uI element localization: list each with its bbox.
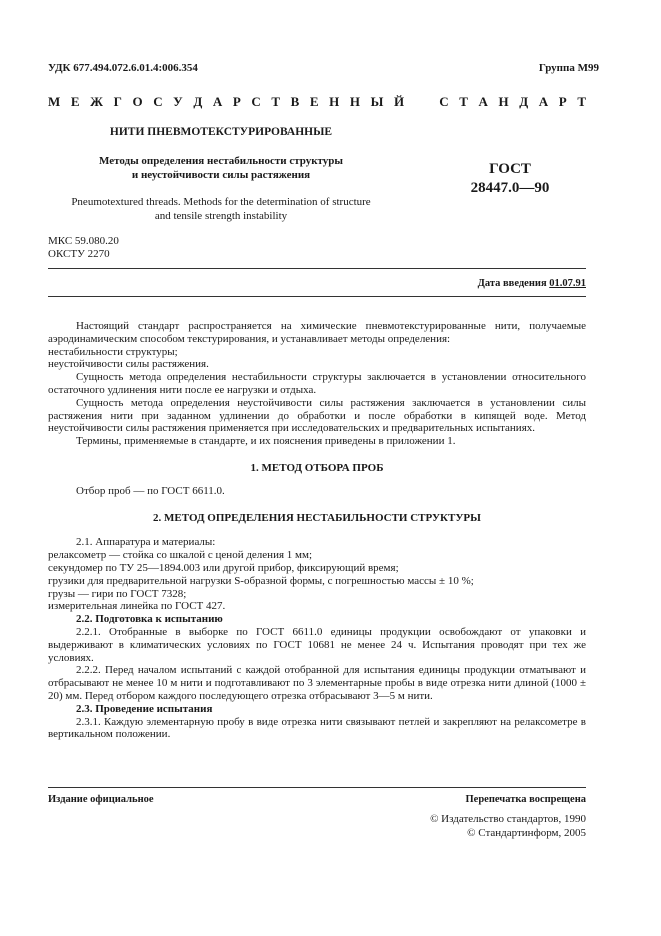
clause-item: грузы — гири по ГОСТ 7328; [48,587,187,600]
mks-code: МКС 59.080.20 [48,235,119,247]
intro-list-item: нестабильности структуры; [48,345,178,358]
clause-item: секундомер по ТУ 25—1894.003 или другой прибор, фиксирующий время; [48,561,399,574]
english-title-line: and tensile strength instability [154,210,288,222]
clause-item: релаксометр — стойка со шкалой с ценой деления 1 мм; [48,549,312,562]
clause: 2.3.1. Каждую элементарную пробу в виде отрезка нити связывают петлей и закрепляют на релаксометре в вертикальном положении. [48,715,586,741]
banner-letter: Й [393,94,405,109]
clause: 2.1. Аппаратура и материалы: [76,536,216,549]
banner-letter: Р [232,94,241,109]
section-text: Отбор проб — по ГОСТ 6611.0. [76,484,225,497]
banner-letter: А [478,94,488,109]
clause-item: измерительная линейка по ГОСТ 427. [48,600,226,613]
footer-divider [48,787,586,788]
main-body [48,320,586,741]
official-edition-label: Издание официальное [48,794,154,805]
gost-number [462,160,558,198]
intro-date-label: Дата введения [477,278,547,289]
intro-paragraph: Настоящий стандарт распространяется на химические пневмотекстурированные нити, получаемые аэродинамическим способом текстурирования, и устанавливает методы определения: [48,320,586,345]
copyright-line: © Стандартинформ, 2005 [467,827,586,839]
group-code: Группа М99 [538,62,599,74]
english-title [48,195,394,223]
banner-letter: А [212,94,223,109]
copyright-block [430,812,586,840]
banner-letter: С [251,94,261,109]
banner-gap [415,94,429,110]
banner-letter: Ы [370,94,384,109]
subtitle-line: и неустойчивости силы растяжения [131,169,311,181]
clause: 2.2.2. Перед началом испытаний с каждой отобранной для испытания единицы продукции отматывают и отбрасывают не менее 10 м нити и подготавливают по 3 элементарные пробы в виде отрезка нити длиной (1000 ± 20) мм. Перед отбором каждого последующего отрезка отбрасывают 3—5 м нити. [48,664,586,702]
banner-letter: О [132,94,143,109]
reprint-prohibited-label: Перепечатка воспрещена [465,794,586,805]
intro-date-value: 01.07.91 [549,278,586,289]
subsection-heading: 2.2. Подготовка к испытанию [76,613,223,626]
banner-letter: М [48,94,61,109]
banner-letter: У [173,94,183,109]
banner-letter: Р [558,94,567,109]
gost-code: 28447.0—90 [470,180,550,196]
introduction-date [478,278,586,289]
banner-letter: Т [577,94,586,109]
english-title-line: Pneumotextured threads. Methods for the determination of structure [71,196,371,208]
header-divider [48,268,586,269]
udk-code: УДК 677.494.072.6.01.4:006.354 [48,62,198,74]
gost-label: ГОСТ [489,161,531,177]
banner-letter: Н [498,94,509,109]
okstu-code: ОКСТУ 2270 [48,248,110,260]
section-heading: 1. МЕТОД ОТБОРА ПРОБ [250,461,384,474]
clause-item: грузики для предварительной нагрузки S-образной формы, с погрешностью массы ± 10 %; [48,574,474,587]
banner-letter: Т [459,94,468,109]
document-title: НИТИ ПНЕВМОТЕКСТУРИРОВАННЫЕ [109,126,333,138]
interstate-standard-banner [48,94,586,110]
date-divider [48,296,586,297]
banner-letter: А [538,94,549,109]
subsection-heading: 2.3. Проведение испытания [76,702,213,715]
section-heading: 2. МЕТОД ОПРЕДЕЛЕНИЯ НЕСТАБИЛЬНОСТИ СТРУКТУРЫ [153,511,481,524]
banner-letter: Н [349,94,361,109]
banner-letter: Н [329,94,340,109]
intro-paragraph: Сущность метода определения неустойчивости силы растяжения заключается в установлении силы растяжения нити при заданном удлинении до обработки и после обработки в кипящей воде. Метод неустойчивости силы растяжения применяется при исследовательских и предварительных испытаниях. [48,396,586,435]
banner-letter: Д [193,94,203,109]
banner-letter: Ж [90,94,103,109]
banner-letter: С [439,94,449,109]
intro-list-item: неустойчивости силы растяжения. [48,358,209,371]
clause: 2.2.1. Отобранные в выборке по ГОСТ 6611.0 единицы продукции освобождают от упаковки и выдерживают в климатических условиях по ГОСТ 10681 не менее 24 ч. Испытания проводят при тех же условиях. [48,625,586,664]
banner-letter: В [290,94,300,109]
document-subtitle [48,154,394,182]
banner-letter: Е [70,94,80,109]
classification-codes [48,235,119,261]
banner-letter: Д [519,94,529,109]
banner-letter: Т [271,94,281,109]
banner-letter: С [153,94,163,109]
subtitle-line: Методы определения нестабильности структуры [98,155,344,167]
banner-letter: Е [309,94,319,109]
intro-paragraph: Термины, применяемые в стандарте, и их пояснения приведены в приложении 1. [76,435,456,448]
copyright-line: © Издательство стандартов, 1990 [430,813,586,825]
banner-letter: Г [113,94,122,109]
intro-paragraph: Сущность метода определения нестабильности структуры заключается в установлении относительного остаточного удлинения нити после ее нагрузки и отдыха. [48,371,586,396]
